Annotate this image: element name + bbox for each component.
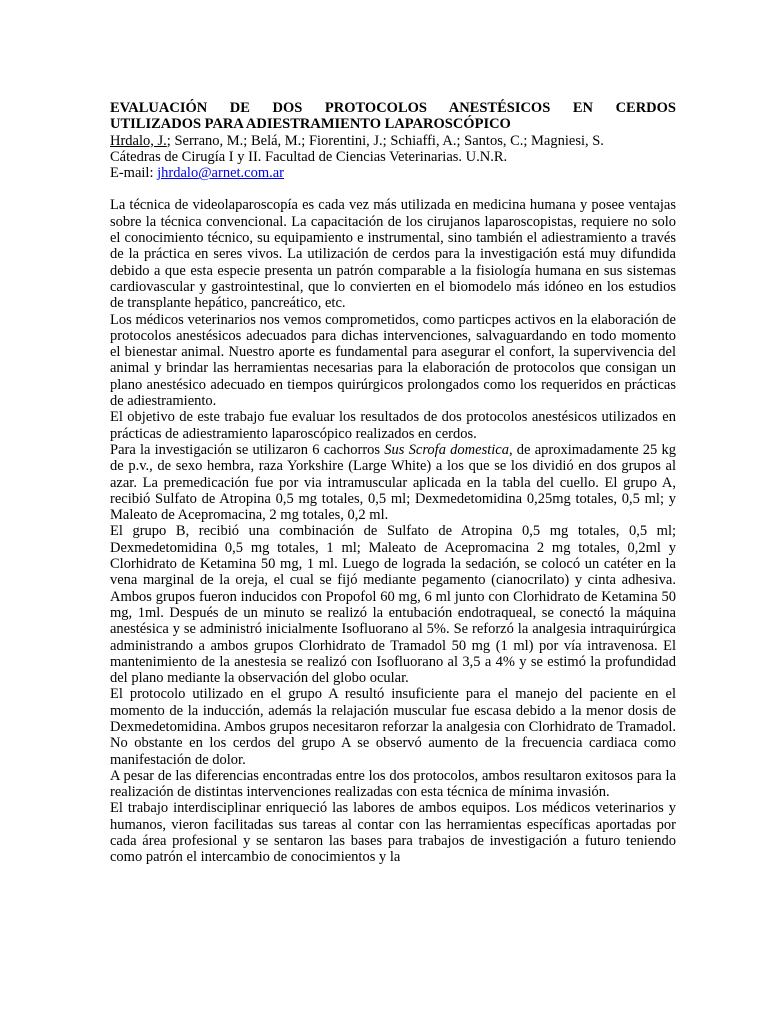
authors-line (110, 133, 676, 149)
co-authors: ; Serrano, M.; Belá, M.; Fiorentini, J.; Schiaffi, A.; Santos, C.; Magniesi, S. (166, 132, 604, 149)
title-line-1: EVALUACIÓN DE DOS PROTOCOLOS ANESTÉSICOS EN CERDOS (110, 100, 676, 116)
email-link[interactable]: jhrdalo@arnet.com.ar (157, 165, 285, 182)
title-line-2: UTILIZADOS PARA ADIESTRAMIENTO LAPAROSCÓPICO (110, 116, 511, 133)
lead-author: Hrdalo, J. (110, 132, 167, 149)
email-line (110, 165, 676, 181)
spacer (110, 181, 676, 197)
paragraph-veterinarians: Los médicos veterinarios nos vemos comprometidos, como particpes activos en la elaboración de protocolos anestésicos adecuados para dichas intervenciones, salvaguardando en todo momento el bienestar animal. Nuestro aporte es fundamental para asegurar el confort, la supervivencia del animal y brindar las herramientas necesarias para la elaboración de protocolos que consigan un plano anestésico adecuado en tiempos quirúrgicos prolongados como los requeridos en prácticas de adiestramiento. (110, 311, 676, 410)
paragraph-intro: La técnica de videolaparoscopía es cada vez más utilizada en medicina humana y posee ventajas sobre la técnica convencional. La capacitación de los cirujanos laparoscopistas, requiere no solo el conocimiento técnico, su equipamiento e instrumental, sino también el adiestramiento a través de la práctica en seres vivos. La utilización de cerdos para la investigación está muy difundida debido a que esta especie presenta un patrón comparable a la fisiología humana en sus sistemas cardiovascular y gastrointestinal, que lo convierten en el biomodelo más idóneo en los estudios de transplante hepático, pancreático, etc. (110, 197, 676, 312)
paragraph-conclusion: A pesar de las diferencias encontradas entre los dos protocolos, ambos resultaron exitosos para la realización de distintas intervenciones realizadas con esta técnica de mínima invasión. (110, 767, 676, 801)
methods-text-start: Para la investigación se utilizaron 6 cachorros (110, 441, 385, 458)
methods-text-rest: de aproximadamente 25 kg de p.v., de sexo hembra, raza Yorkshire (Large White) a los que se los dividió en dos grupos al azar. La premedicación fue por via intramuscular aplicada en la tabla del cuello. El grupo A, recibió Sulfato de Atropina 0,5 mg totales, 0,5 ml; Dexmedetomidina 0,25mg totales, 0,5 ml; y Maleato de Acepromacina, 2 mg totales, 0,2 ml. (110, 441, 676, 524)
document-page (110, 100, 676, 866)
paragraph-methods-group-b: El grupo B, recibió una combinación de Sulfato de Atropina 0,5 mg totales, 0,5 ml; Dexmedetomidina 0,5 mg totales, 1 ml; Maleato de Acepromacina 2 mg totales, 0,2ml y Clorhidrato de Ketamina 50 mg, 1 ml. Luego de lograda la sedación, se colocó un catéter en la vena marginal de la oreja, el cual se fijó mediante pegamento (cianocrilato) y cinta adhesiva. Ambos grupos fueron inducidos con Propofol 60 mg, 6 ml junto con Clorhidrato de Ketamina 50 mg, 1ml. Después de un minuto se realizó la entubación endotraqueal, se conectó la máquina anestésica y se administró inicialmente Isofluorano al 5%. Se reforzó la analgesia intraquirúrgica administrando a ambos grupos Clorhidrato de Tramadol 50 mg (1 ml) por vía intravenosa. El mantenimiento de la anestesia se realizó con Isofluorano al 3,5 a 4% y se estimó la profundidad del plano mediante la observación del globo ocular. (110, 523, 676, 687)
paragraph-results: El protocolo utilizado en el grupo A resultó insuficiente para el manejo del paciente en el momento de la inducción, además la relajación muscular fue escasa debido a la menor dosis de Dexmedetomidina. Ambos grupos necesitaron reforzar la analgesia con Clorhidrato de Tramadol. No obstante en los cerdos del grupo A se observó aumento de la frecuencia cardiaca como manifestación de dolor. (110, 686, 676, 768)
paragraph-methods-group-a (110, 442, 676, 523)
paragraph-objective: El objetivo de este trabajo fue evaluar los resultados de dos protocolos anestésicos utilizados en prácticas de adiestramiento laparoscópico realizados en cerdos. (110, 409, 676, 442)
email-label: E-mail: (110, 165, 158, 182)
affiliation: Cátedras de Cirugía I y II. Facultad de Ciencias Veterinarias. U.N.R. (110, 148, 508, 165)
document-title (110, 100, 676, 133)
species-name: Sus Scrofa domestica, (384, 441, 513, 458)
paragraph-interdisciplinary: El trabajo interdisciplinar enriqueció las labores de ambos equipos. Los médicos veterinarios y humanos, vieron facilitadas sus tareas al contar con las herramientas específicas aportadas por cada área profesional y se sentaron las bases para trabajos de investigación a futuro teniendo como patrón el intercambio de conocimientos y la (110, 800, 676, 866)
